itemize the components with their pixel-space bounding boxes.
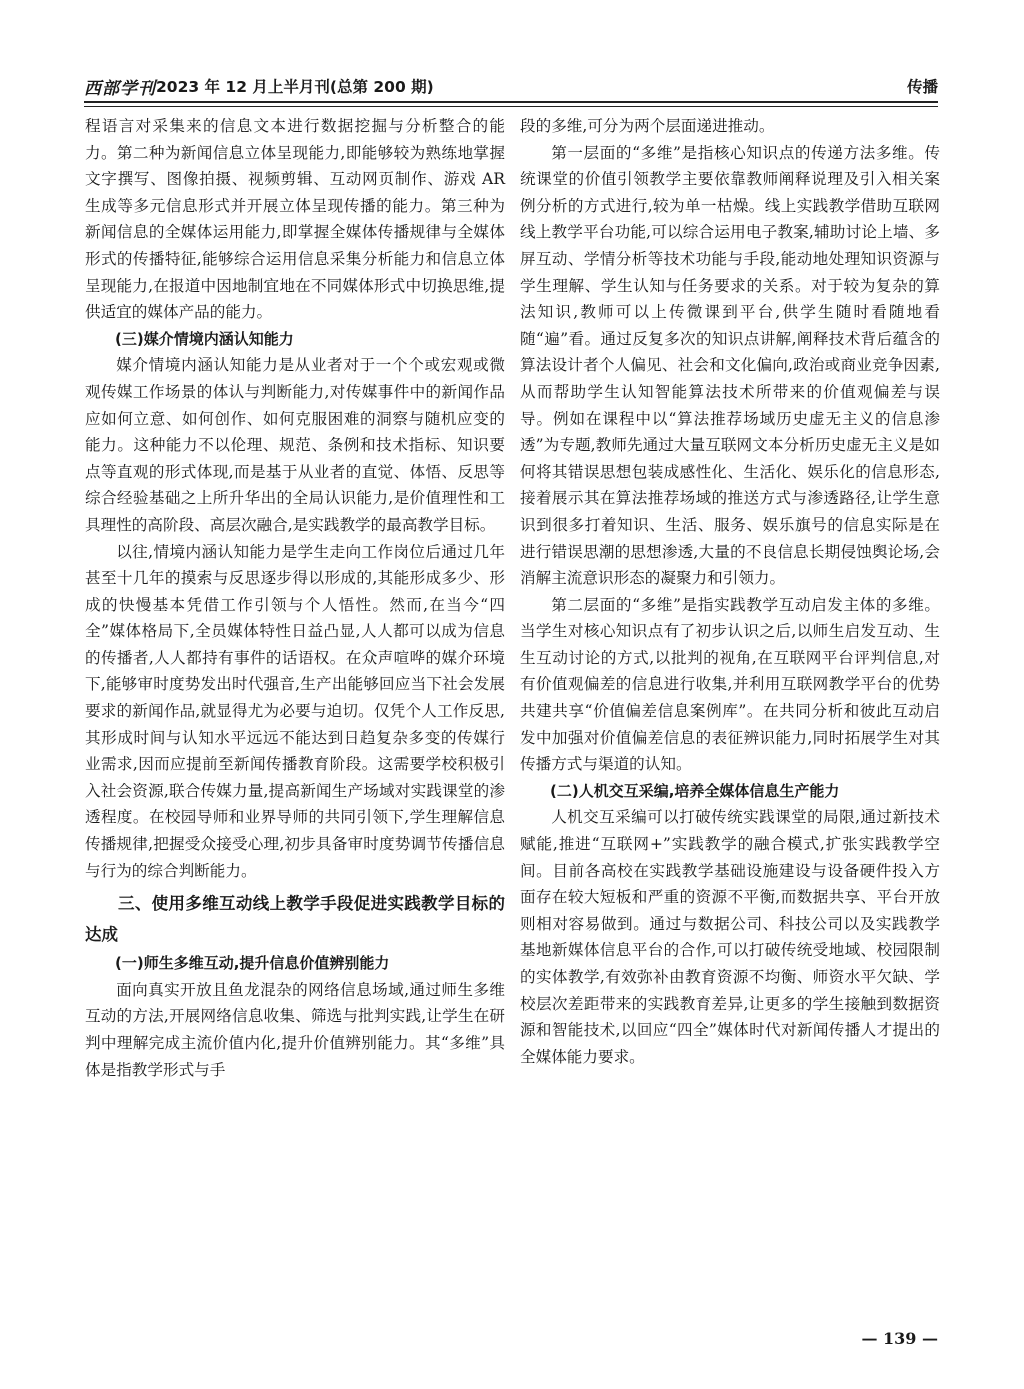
- right-column: [520, 113, 940, 1070]
- paragraph: 以往,情境内涵认知能力是学生走向工作岗位后通过几年甚至十几年的摸索与反思逐步得以形成的,其能形成多少、形成的快慢基本凭借工作引领与个人悟性。然而,在当今“四全”媒体格局下,全员媒体特性日益凸显,人人都可以成为信息的传播者,人人都持有事件的话语权。在众声喧哗的媒介环境下,能够审时度势发出时代强音,生产出能够回应当下社会发展要求的新闻作品,就显得尤为必要与迫切。仅凭个人工作反思,其形成时间与认知水平远远不能达到日趋复杂多变的传媒行业需求,因而应提前至新闻传播教育阶段。这需要学校积极引入社会资源,联合传媒力量,提高新闻生产场域对实践课堂的渗透程度。在校园导师和业界导师的共同引领下,学生理解信息传播规律,把握受众接受心理,初步具备审时度势调节传播信息与行为的综合判断能力。: [85, 542, 505, 880]
- left-column: [85, 113, 505, 1083]
- page-number: — 139 —: [861, 1329, 938, 1348]
- paragraph: 人机交互采编可以打破传统实践课堂的局限,通过新技术赋能,推进“互联网+”实践教学的融合模式,扩张实践教学空间。目前各高校在实践教学基础设施建设与设备硬件投入方面存在较大短板和严重的资源不平衡,而数据共享、平台开放则相对容易做到。通过与数据公司、科技公司以及实践教学基地新媒体信息平台的合作,可以打破传统受地域、校园限制的实体教学,有效弥补由教育资源不均衡、师资水平欠缺、学校层次差距带来的实践教育差异,让更多的学生接触到数据资源和智能技术,以回应“四全”媒体时代对新闻传播人才提出的全媒体能力要求。: [520, 808, 940, 1066]
- subheading: (一)师生多维互动,提升信息价值辨别能力: [115, 954, 390, 973]
- paragraph: 面向真实开放且鱼龙混杂的网络信息场域,通过师生多维互动的方法,开展网络信息收集、筛选与批判实践,让学生在研判中理解完成主流价值内化,提升价值辨别能力。其“多维”具体是指教学形式与手: [85, 980, 505, 1079]
- journal-logo: 西部学刊: [84, 79, 156, 99]
- paragraph: 程语言对采集来的信息文本进行数据挖掘与分析整合的能力。第二种为新闻信息立体呈现能力,即能够较为熟练地掌握文字撰写、图像拍摄、视频剪辑、互动网页制作、游戏 AR 生成等多元信息形式并开展立体呈现传播的能力。第三种为新闻信息的全媒体运用能力,即掌握全媒体传播规律与全媒体形式的传播特征,能够综合运用信息采集分析能力和信息立体呈现能力,在报道中因地制宜地在不同媒体形式中切换思维,提供适宜的媒体产品的能力。: [85, 117, 505, 322]
- subheading: (二)人机交互采编,培养全媒体信息生产能力: [550, 781, 840, 800]
- subheading: (三)媒介情境内涵认知能力: [115, 329, 294, 348]
- header-rule-thin: [84, 106, 938, 107]
- paragraph: 第一层面的“多维”是指核心知识点的传递方法多维。传统课堂的价值引领教学主要依靠教师阐释说理及引入相关案例分析的方式进行,较为单一枯燥。线上实践教学借助互联网线上教学平台功能,可以综合运用电子教案,辅助讨论上墙、多屏互动、学情分析等技术功能与手段,能动地处理知识资源与学生理解、学生认知与任务要求的关系。对于较为复杂的算法知识,教师可以上传微课到平台,供学生随时看随地看随“遍”看。通过反复多次的知识点讲解,阐释技术背后蕴含的算法设计者个人偏见、社会和文化偏向,政治或商业竞争因素,从而帮助学生认知智能算法技术所带来的价值观偏差与误导。例如在课程中以“算法推荐场域历史虚无主义的信息渗透”为专题,教师先通过大量互联网文本分析历史虚无主义是如何将其错误思想包装成感性化、生活化、娱乐化的信息形态,接着展示其在算法推荐场域的推送方式与渗透路径,让学生意识到很多打着知识、生活、服务、娱乐旗号的信息实际是在进行错误思潮的思想渗透,大量的不良信息长期侵蚀舆论场,会消解主流意识形态的凝聚力和引领力。: [520, 143, 940, 588]
- paragraph: 段的多维,可分为两个层面递进推动。: [520, 117, 775, 135]
- header-rule-thick: [84, 101, 938, 103]
- section-name: 传播: [906, 78, 938, 96]
- page-header: [84, 66, 938, 100]
- paragraph: 媒介情境内涵认知能力是从业者对于一个个或宏观或微观传媒工作场景的体认与判断能力,对传媒事件中的新闻作品应如何立意、如何创作、如何克服困难的洞察与随机应变的能力。这种能力不以伦理、规范、条例和技术指标、知识要点等直观的形式体现,而是基于从业者的直觉、体悟、反思等综合经验基础之上所升华出的全局认识能力,是价值理性和工具理性的高阶段、高层次融合,是实践教学的最高教学目标。: [85, 356, 505, 534]
- paragraph: 第二层面的“多维”是指实践教学互动启发主体的多维。当学生对核心知识点有了初步认识之后,以师生启发互动、生生互动讨论的方式,以批判的视角,在互联网平台评判信息,对有价值观偏差的信息进行收集,并利用互联网教学平台的优势共建共享“价值偏差信息案例库”。在共同分析和彼此互动启发中加强对价值偏差信息的表征辨识能力,同时拓展学生对其传播方式与渠道的认知。: [520, 595, 940, 774]
- section-heading: 三、使用多维互动线上教学手段促进实践教学目标的达成: [85, 894, 505, 945]
- issue-info: 2023 年 12 月上半月刊(总第 200 期): [156, 78, 434, 96]
